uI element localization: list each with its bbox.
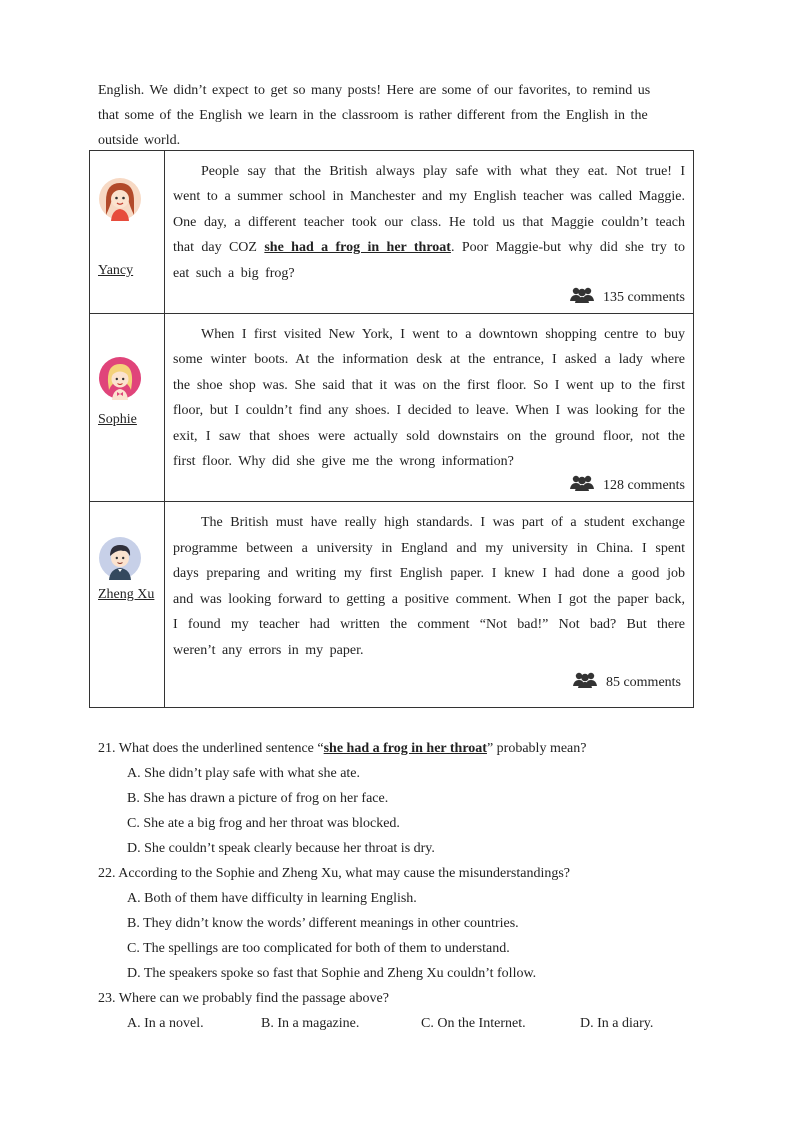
answer-option[interactable]: C. She ate a big frog and her throat was blocked. bbox=[127, 816, 400, 831]
comments-count[interactable]: 135 comments bbox=[173, 286, 685, 309]
post-row bbox=[90, 151, 694, 314]
intro-line: outside world. bbox=[98, 133, 181, 148]
answer-option[interactable]: A. In a novel. bbox=[127, 1016, 204, 1031]
answer-option[interactable]: D. The speakers spoke so fast that Sophie and Zheng Xu couldn’t follow. bbox=[127, 966, 537, 981]
questions-section bbox=[98, 736, 698, 1036]
post-content-cell bbox=[165, 502, 694, 708]
blonde-girl-avatar-icon bbox=[98, 356, 142, 400]
girl-avatar-icon bbox=[98, 177, 142, 221]
underlined-quote: she had a frog in her throat bbox=[323, 741, 487, 756]
boy-avatar-icon bbox=[98, 536, 142, 580]
user-cell bbox=[90, 502, 165, 708]
post-body: People say that the British always play safe with what they eat. Not true! I went to a summer school in Manchester and my English teacher was called Maggie. One day, a different teacher took our class. He told us that Maggie couldn’t teach that day COZ she had a frog in her throat. Poor Maggie-but why did she try to eat such a big frog? bbox=[173, 164, 685, 281]
question-23: 23. Where can we probably find the passage above? bbox=[98, 991, 389, 1006]
user-cell bbox=[90, 151, 165, 314]
answer-option[interactable]: A. She didn’t play safe with what she ate. bbox=[127, 766, 361, 781]
posts-table bbox=[89, 150, 694, 708]
question-22: 22. According to the Sophie and Zheng Xu, what may cause the misunderstandings? bbox=[98, 866, 571, 881]
username-label[interactable]: Yancy bbox=[98, 263, 134, 278]
username-label[interactable]: Zheng Xu bbox=[98, 587, 155, 603]
intro-paragraph bbox=[98, 78, 695, 153]
answer-option[interactable]: D. In a diary. bbox=[580, 1016, 654, 1031]
intro-line: that some of the English we learn in the classroom is rather different from the English in the bbox=[98, 108, 648, 123]
answer-options-row bbox=[98, 1011, 698, 1036]
post-row bbox=[90, 314, 694, 502]
intro-line: English. We didn’t expect to get so many posts! Here are some of our favorites, to remind us bbox=[98, 83, 651, 98]
post-content-cell bbox=[165, 151, 694, 314]
people-group-icon bbox=[569, 474, 595, 492]
answer-option[interactable]: D. She couldn’t speak clearly because her throat is dry. bbox=[127, 841, 435, 856]
answer-option[interactable]: B. She has drawn a picture of frog on her face. bbox=[127, 791, 389, 806]
user-cell bbox=[90, 314, 165, 502]
post-row bbox=[90, 502, 694, 708]
post-body: When I first visited New York, I went to a downtown shopping centre to buy some winter boots. At the information desk at the entrance, I asked a lady where the shoe shop was. She said that it was on the first floor. So I went up to the first floor, but I couldn’t find any shoes. I decided to leave. When I was looking for the exit, I saw that shoes were actually sold downstairs on the ground floor, not the first floor. Why did she give me the wrong information? bbox=[173, 327, 685, 470]
answer-option[interactable]: C. On the Internet. bbox=[421, 1016, 526, 1031]
underlined-sentence: she had a frog in her throat bbox=[264, 240, 451, 256]
comments-count[interactable]: 128 comments bbox=[173, 474, 685, 497]
answer-option[interactable]: A. Both of them have difficulty in learning English. bbox=[127, 891, 417, 906]
answer-option[interactable]: B. In a magazine. bbox=[261, 1016, 360, 1031]
people-group-icon bbox=[572, 671, 598, 689]
comments-count[interactable]: 85 comments bbox=[173, 671, 685, 694]
people-group-icon bbox=[569, 286, 595, 304]
question-21: 21. What does the underlined sentence “she had a frog in her throat” probably mean? bbox=[98, 741, 587, 756]
answer-option[interactable]: B. They didn’t know the words’ different meanings in other countries. bbox=[127, 916, 519, 931]
post-content-cell bbox=[165, 314, 694, 502]
username-label[interactable]: Sophie bbox=[98, 412, 137, 428]
answer-option[interactable]: C. The spellings are too complicated for both of them to understand. bbox=[127, 941, 510, 956]
post-body: The British must have really high standards. I was part of a student exchange programme between a university in England and my university in China. I spent days preparing and writing my first English paper. I knew I had done a good job and was looking forward to getting a positive comment. When I got the paper back, I found my teacher had written the comment “Not bad!” Not bad? But there weren’t any errors in my paper. bbox=[173, 515, 685, 658]
